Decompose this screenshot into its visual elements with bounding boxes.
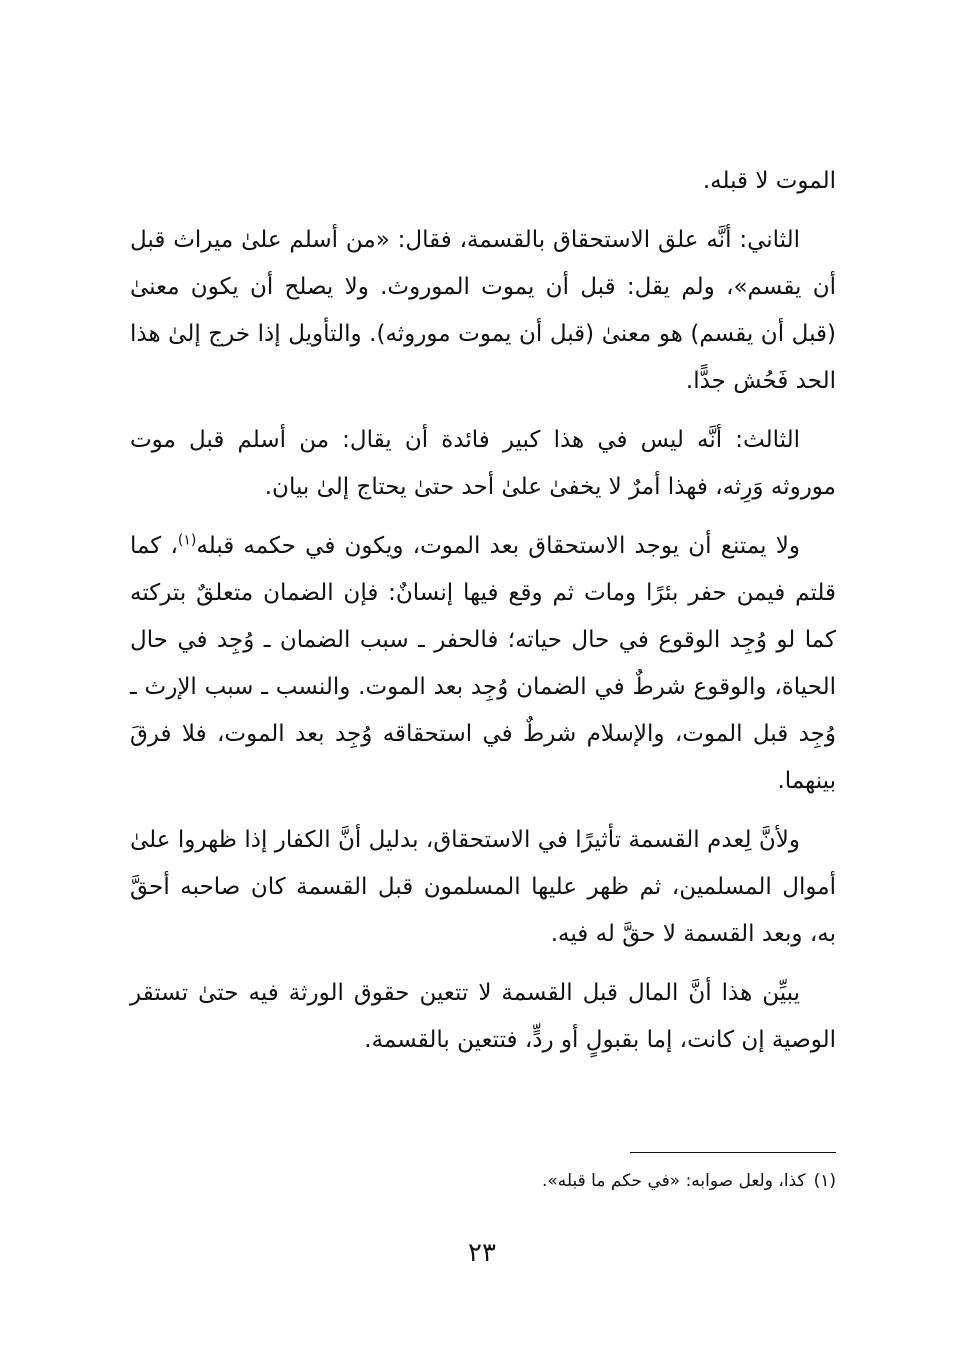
footnote bbox=[130, 1166, 836, 1196]
footnote-text: كذا، ولعل صوابه: «في حكم ما قبله». bbox=[541, 1171, 806, 1191]
paragraph-division-effect: ولأنَّ لِعدم القسمة تأثيرًا في الاستحقاق، بدليل أنَّ الكفار إذا ظهروا علىٰ أموال المسلمين، ثم ظهر عليها المسلمون قبل القسمة كان صاحبه أحقَّ به، وبعد القسمة لا حقَّ له فيه. bbox=[130, 827, 836, 947]
paragraph-lead: ولا يمتنع أن يوجد الاستحقاق بعد الموت، ويكون في حكمه قبله bbox=[196, 533, 800, 559]
paragraph-clarification: يبيِّن هذا أنَّ المال قبل القسمة لا تتعين حقوق الورثة فيه حتىٰ تستقر الوصية إن كانت، إما بقبولٍ أو ردٍّ، فتتعين بالقسمة. bbox=[130, 980, 836, 1053]
paragraph-continuation: الموت لا قبله. bbox=[702, 168, 836, 194]
paragraph-body: كما قلتم فيمن حفر بئرًا ومات ثم وقع فيها إنسانٌ: فإن الضمان متعلقٌ بتركته كما لو وُجِد الوقوع في حال حياته؛ فالحفر ـ سبب الضمان ـ وُجِد في حال الحياة، والوقوع شرطٌ في الضمان وُجِد بعد الموت. والنسب ـ سبب الإرث ـ وُجِد قبل الموت، والإسلام شرطٌ في استحقاقه وُجِد بعد الموت، فلا فرقَ بينهما. bbox=[130, 533, 836, 794]
footnote-reference[interactable]: (١) bbox=[177, 532, 197, 549]
body-text bbox=[130, 158, 836, 1076]
paragraph-third-argument: الثالث: أنَّه ليس في هذا كبير فائدة أن يقال: من أسلم قبل موت موروثه وَرِثه، فهذا أمرٌ لا يخفىٰ علىٰ أحد حتىٰ يحتاج إلىٰ بيان. bbox=[130, 427, 836, 500]
footnote-separator bbox=[630, 1152, 836, 1153]
paragraph-second-argument: الثاني: أنَّه علق الاستحقاق بالقسمة، فقال: «من أسلم علىٰ ميراث قبل أن يقسم»، ولم يقل: قبل أن يموت الموروث. ولا يصلح أن يكون معنىٰ (قبل أن يقسم) هو معنىٰ (قبل أن يموت موروثه). والتأويل إذا خرج إلىٰ هذا الحد فَحُش جدًّا. bbox=[130, 227, 836, 394]
paragraph-inheritance-timing bbox=[130, 523, 836, 805]
paragraph-lead-punct: ، bbox=[170, 533, 178, 559]
footnote-marker: (١) bbox=[813, 1171, 836, 1191]
page-number: ٢٣ bbox=[468, 1238, 496, 1268]
